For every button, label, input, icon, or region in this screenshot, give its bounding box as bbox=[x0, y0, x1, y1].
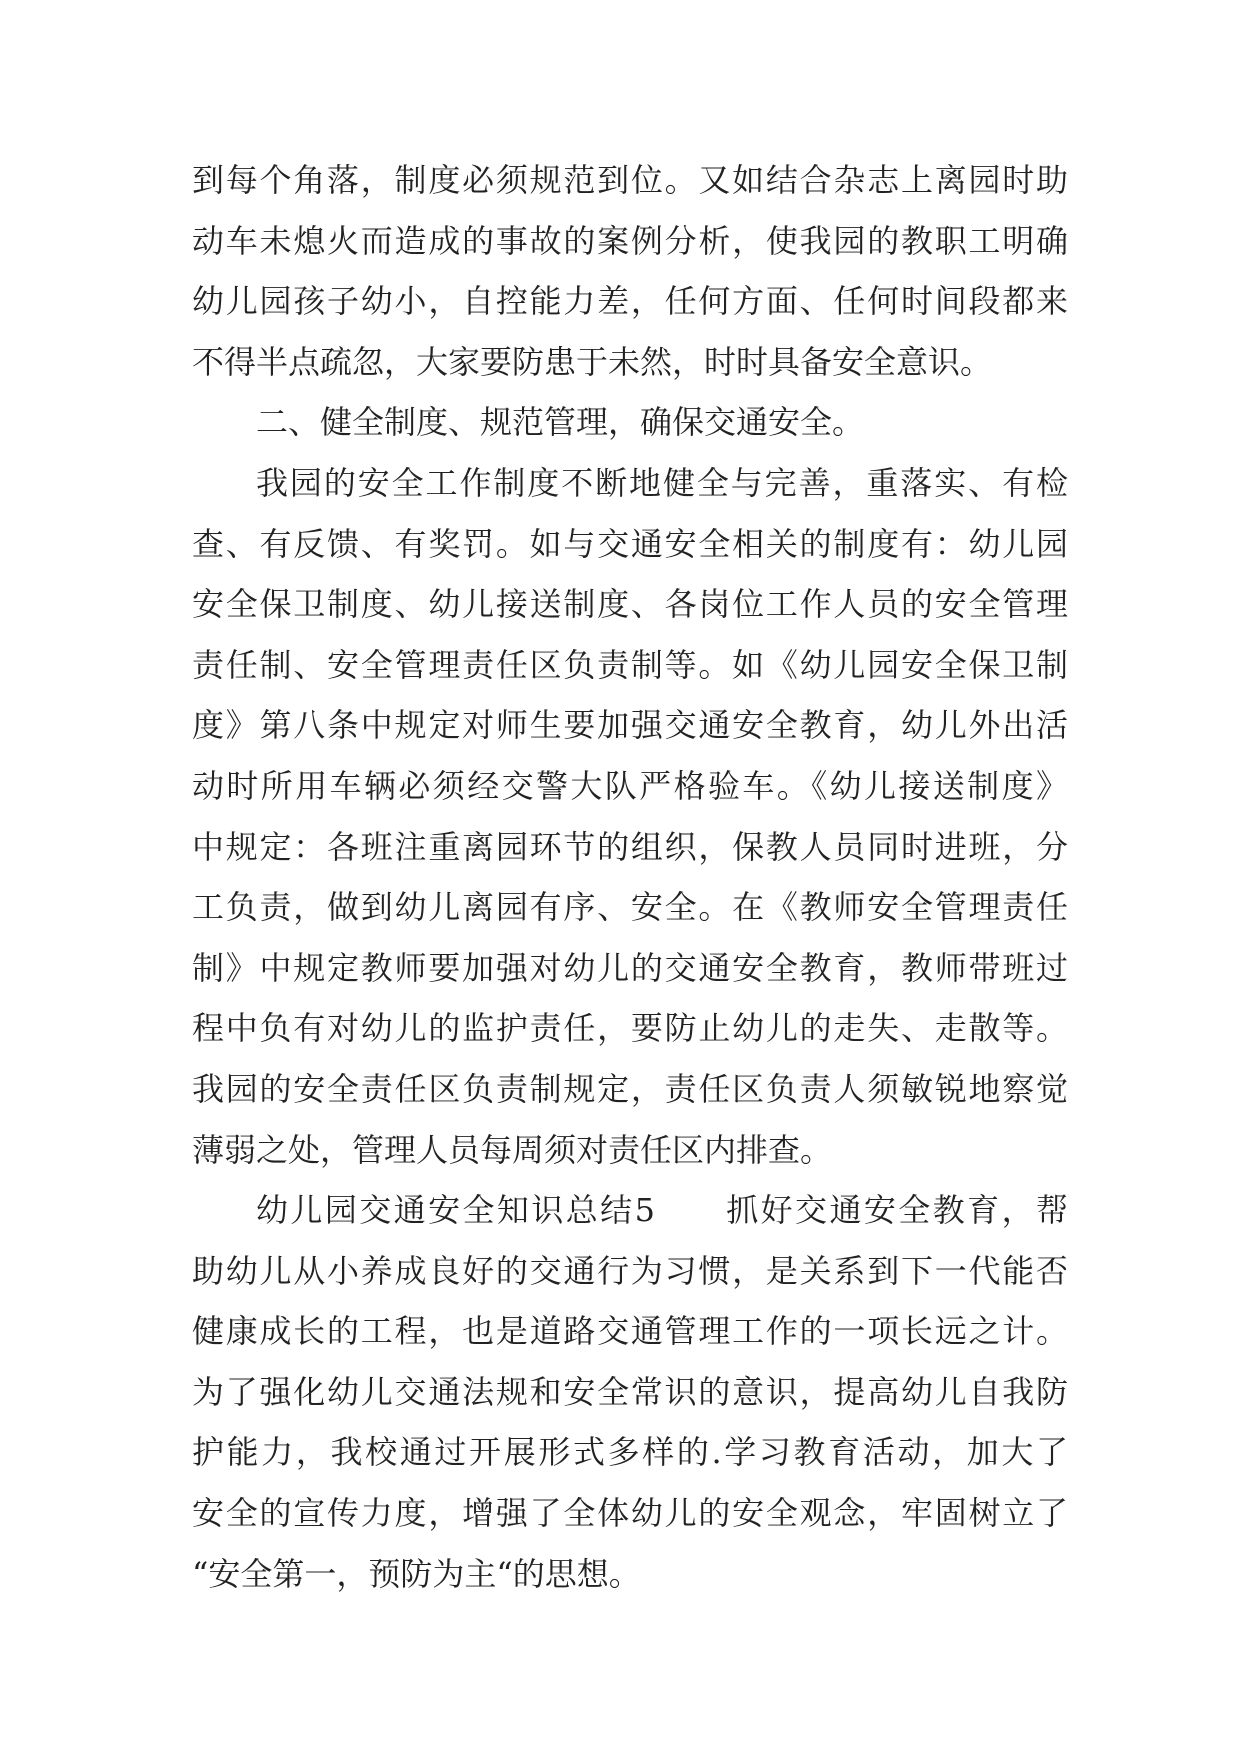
text-line: 度》第八条中规定对师生要加强交通安全教育，幼儿外出活 bbox=[192, 706, 1068, 745]
text-line: “安全第一，预防为主“的思想。 bbox=[192, 1554, 641, 1593]
text-line: 幼儿园交通安全知识总结5 抓好交通安全教育，帮 bbox=[256, 1191, 1068, 1230]
text-line: 中规定：各班注重离园环节的组织，保教人员同时进班，分 bbox=[192, 827, 1068, 866]
text-line: 健康成长的工程，也是道路交通管理工作的一项长远之计。 bbox=[192, 1312, 1068, 1351]
text-line: 我园的安全责任区负责制规定，责任区负责人须敏锐地察觉 bbox=[192, 1069, 1068, 1108]
text-line: 责任制、安全管理责任区负责制等。如《幼儿园安全保卫制 bbox=[192, 645, 1068, 684]
text-line: 不得半点疏忽，大家要防患于未然，时时具备安全意识。 bbox=[192, 342, 993, 381]
text-line: 我园的安全工作制度不断地健全与完善，重落实、有检 bbox=[256, 463, 1068, 502]
text-line: 查、有反馈、有奖罚。如与交通安全相关的制度有：幼儿园 bbox=[192, 524, 1068, 563]
text-line: 动车未熄火而造成的事故的案例分析，使我园的教职工明确 bbox=[192, 221, 1068, 260]
text-line: 幼儿园孩子幼小，自控能力差，任何方面、任何时间段都来 bbox=[192, 282, 1068, 321]
text-line: 安全的宣传力度，增强了全体幼儿的安全观念，牢固树立了 bbox=[192, 1494, 1068, 1533]
text-line: 制》中规定教师要加强对幼儿的交通安全教育，教师带班过 bbox=[192, 948, 1068, 987]
text-line: 动时所用车辆必须经交警大队严格验车。《幼儿接送制度》 bbox=[192, 766, 1068, 805]
text-line: 助幼儿从小养成良好的交通行为习惯，是关系到下一代能否 bbox=[192, 1251, 1068, 1290]
text-line: 薄弱之处，管理人员每周须对责任区内排查。 bbox=[192, 1130, 833, 1169]
document-body bbox=[192, 150, 1068, 1604]
text-line: 程中负有对幼儿的监护责任，要防止幼儿的走失、走散等。 bbox=[192, 1009, 1068, 1048]
text-line: 安全保卫制度、幼儿接送制度、各岗位工作人员的安全管理 bbox=[192, 585, 1068, 624]
text-line: 到每个角落，制度必须规范到位。又如结合杂志上离园时助 bbox=[192, 161, 1068, 199]
text-line: 二、健全制度、规范管理，确保交通安全。 bbox=[256, 403, 865, 442]
text-line: 护能力，我校通过开展形式多样的.学习教育活动，加大了 bbox=[192, 1433, 1068, 1472]
text-line: 工负责，做到幼儿离园有序、安全。在《教师安全管理责任 bbox=[192, 888, 1068, 927]
text-line: 为了强化幼儿交通法规和安全常识的意识，提高幼儿自我防 bbox=[192, 1372, 1068, 1411]
